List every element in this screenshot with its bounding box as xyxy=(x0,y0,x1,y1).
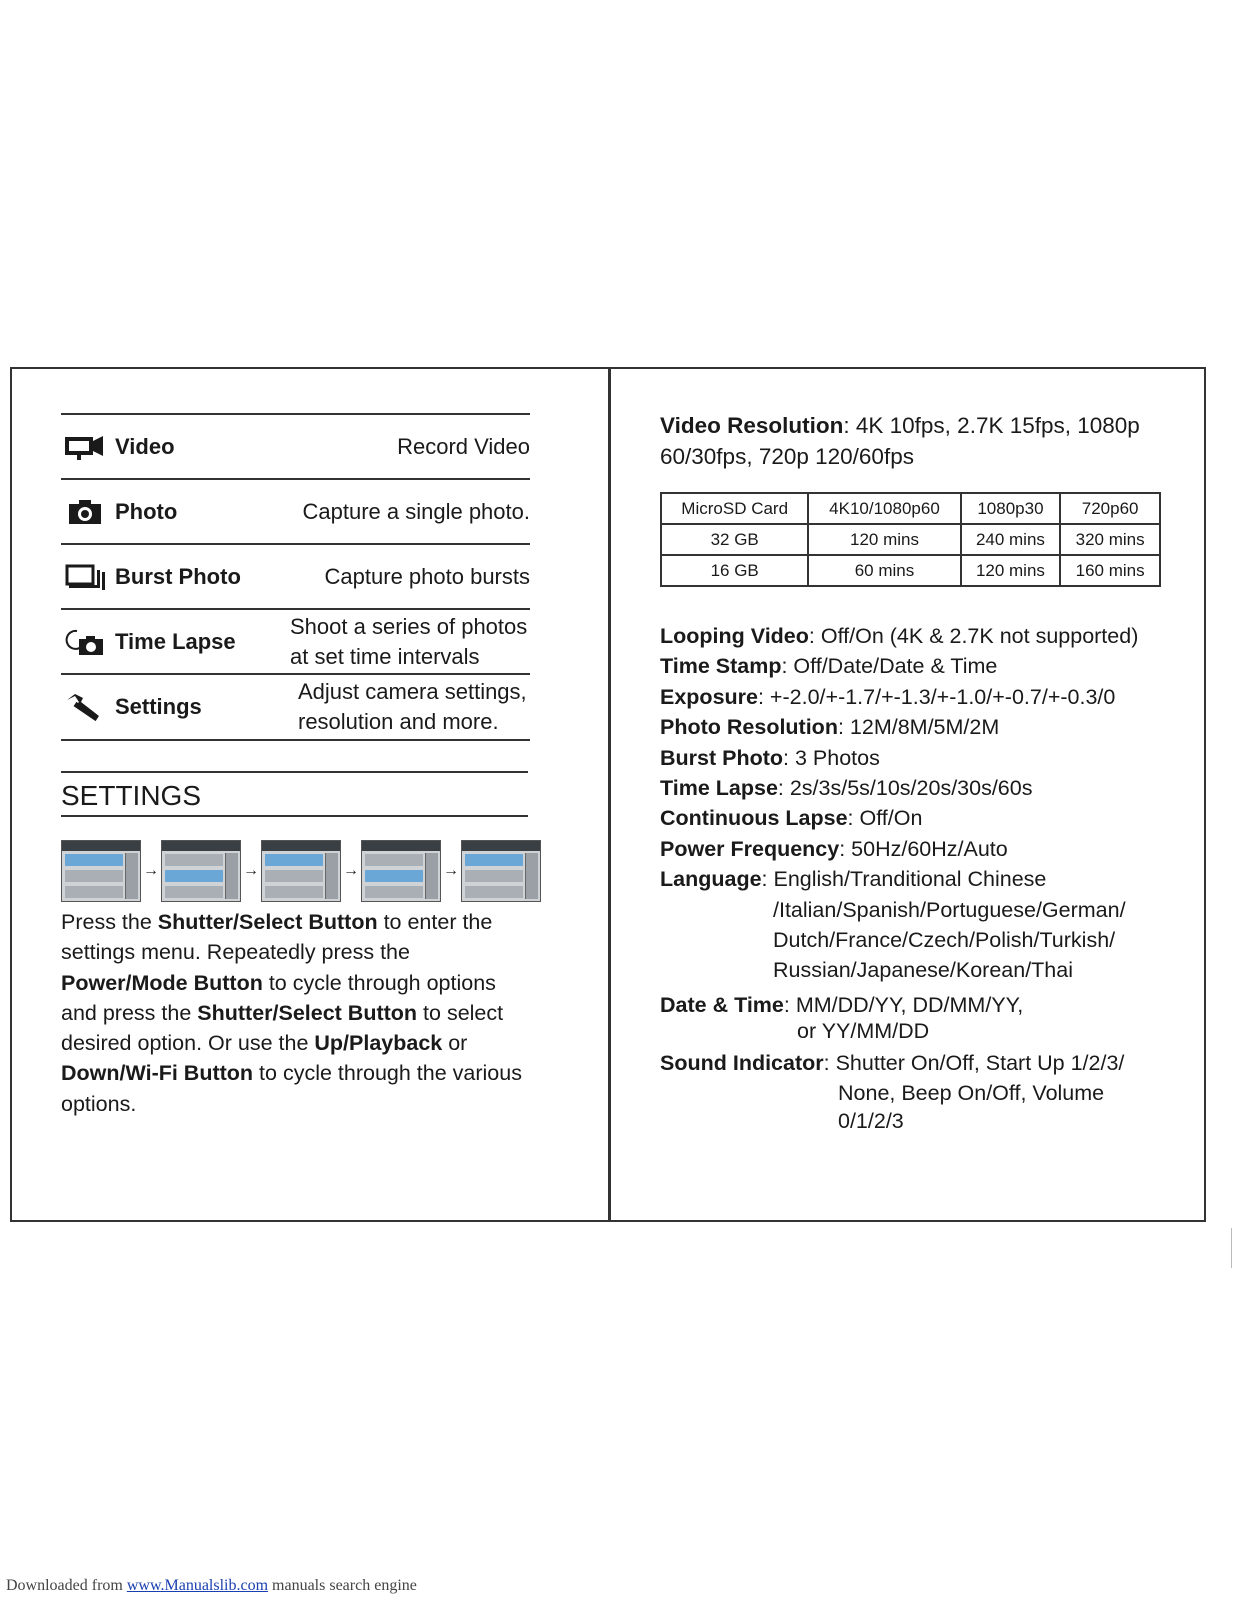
mode-label: Video xyxy=(115,433,175,459)
mode-name xyxy=(61,432,175,462)
spec-language xyxy=(660,864,1180,894)
button-name: Up/Playback xyxy=(314,1031,443,1056)
spec-value: 60/30fps, 720p 120/60fps xyxy=(660,444,914,469)
spec-sound-indicator xyxy=(660,1048,1180,1078)
spec-label: Date & Time xyxy=(660,992,784,1017)
spec-time-lapse xyxy=(660,773,1180,803)
spec-value: : 3 Photos xyxy=(783,745,880,770)
spec-label: Video Resolution xyxy=(660,413,844,438)
text: to cycle through options and press the xyxy=(61,970,496,1025)
mode-name xyxy=(61,627,236,657)
mode-label: Time Lapse xyxy=(115,628,236,654)
mode-name xyxy=(61,497,177,527)
mode-description: Capture photo bursts xyxy=(324,563,530,589)
footer-text: Downloaded from xyxy=(6,1577,127,1594)
download-footer xyxy=(6,1577,417,1595)
mode-name xyxy=(61,562,241,592)
spec-value: : 4K 10fps, 2.7K 15fps, 1080p xyxy=(843,413,1140,438)
scan-edge-mark xyxy=(1231,1228,1232,1268)
spec-label: Power Frequency xyxy=(660,836,840,861)
spec-label: Continuous Lapse xyxy=(660,806,848,831)
text: to select desired option. Or use the xyxy=(61,1000,504,1056)
spec-value: : Off/On xyxy=(847,806,923,831)
settings-instructions xyxy=(61,907,531,1119)
spec-looping-video xyxy=(660,621,1180,651)
arrow-right-icon: → xyxy=(343,862,359,879)
spec-language-cont: Russian/Japanese/Korean/Thai xyxy=(773,958,1073,983)
settings-screen-thumbnail xyxy=(61,840,141,902)
spec-value: : English/Tranditional Chinese xyxy=(761,867,1047,892)
spec-sound-cont: 0/1/2/3 xyxy=(838,1108,904,1133)
table-header-cell: 1080p30 xyxy=(961,493,1061,524)
mode-label: Burst Photo xyxy=(115,563,241,589)
spec-label: Exposure xyxy=(660,684,758,709)
mode-name xyxy=(61,692,202,722)
spec-power-frequency xyxy=(660,834,1180,864)
text: to cycle through the various options. xyxy=(61,1061,522,1116)
video-resolution xyxy=(660,410,1160,472)
spec-date-time-cont: or YY/MM/DD xyxy=(797,1019,930,1044)
spec-date-time xyxy=(660,990,1180,1020)
page-divider xyxy=(608,367,611,1222)
text: or xyxy=(442,1031,468,1056)
burst-photo-icon xyxy=(61,562,107,592)
table-cell: 120 mins xyxy=(961,555,1061,586)
button-name: Power/Mode Button xyxy=(61,970,263,995)
spec-value: : Off/Date/Date & Time xyxy=(781,654,998,679)
settings-heading: SETTINGS xyxy=(61,771,528,817)
spec-label: Sound Indicator xyxy=(660,1051,824,1076)
spec-label: Burst Photo xyxy=(660,745,784,770)
spec-label: Time Stamp xyxy=(660,654,782,679)
mode-label: Settings xyxy=(115,694,202,719)
mode-row-time-lapse xyxy=(61,608,530,673)
spec-label: Time Lapse xyxy=(660,776,778,801)
settings-screen-thumbnail xyxy=(161,840,241,902)
mode-row-video xyxy=(61,413,530,478)
spec-language-cont: Dutch/France/Czech/Polish/Turkish/ xyxy=(773,928,1116,953)
spec-sound-cont: None, Beep On/Off, Volume xyxy=(838,1080,1105,1105)
spec-language-cont: /Italian/Spanish/Portuguese/German/ xyxy=(773,897,1126,922)
table-header-cell: 720p60 xyxy=(1060,493,1160,524)
arrow-right-icon: → xyxy=(143,862,159,879)
mode-list xyxy=(61,413,530,741)
manualslib-link[interactable]: www.Manualslib.com xyxy=(126,1577,269,1594)
spec-label: Language xyxy=(660,867,762,892)
settings-screen-thumbnail xyxy=(261,840,341,902)
mode-row-settings xyxy=(61,673,530,741)
settings-screen-thumbnail xyxy=(461,840,541,902)
spec-photo-resolution xyxy=(660,712,1180,742)
time-lapse-icon xyxy=(61,627,107,657)
text: to enter the settings menu. Repeatedly press the xyxy=(61,910,493,965)
table-cell: 240 mins xyxy=(961,524,1061,555)
table-cell: 320 mins xyxy=(1060,524,1160,555)
mode-description-line: at set time intervals xyxy=(290,643,480,669)
spec-value: : Shutter On/Off, Start Up 1/2/3/ xyxy=(823,1051,1125,1076)
button-name: Down/Wi-Fi Button xyxy=(61,1061,254,1086)
table-header-cell: 4K10/1080p60 xyxy=(808,493,960,524)
mode-description: Capture a single photo. xyxy=(302,498,530,524)
table-header-row xyxy=(661,493,1160,524)
mode-row-burst xyxy=(61,543,530,608)
table-row xyxy=(661,555,1160,586)
mode-description xyxy=(298,677,530,737)
footer-text: manuals search engine xyxy=(268,1577,417,1594)
spec-label: Photo Resolution xyxy=(660,715,838,740)
spec-value: : +-2.0/+-1.7/+-1.3/+-1.0/+-0.7/+-0.3/0 xyxy=(757,684,1116,709)
mode-description xyxy=(290,612,530,672)
mode-label: Photo xyxy=(115,498,178,524)
mode-description-line: resolution and more. xyxy=(298,709,499,734)
table-header-cell: MicroSD Card xyxy=(661,493,808,524)
spec-time-stamp xyxy=(660,651,1180,681)
wrench-icon xyxy=(61,692,107,722)
table-cell: 60 mins xyxy=(808,555,960,586)
arrow-right-icon: → xyxy=(243,862,259,879)
mode-description-line: Shoot a series of photos xyxy=(290,613,528,639)
camera-icon xyxy=(61,497,107,527)
spec-value: : 50Hz/60Hz/Auto xyxy=(839,836,1008,861)
video-camera-icon xyxy=(61,432,107,462)
settings-screens-sequence xyxy=(61,840,541,902)
spec-value: : Off/On (4K & 2.7K not supported) xyxy=(808,624,1139,648)
mode-row-photo xyxy=(61,478,530,543)
spec-continuous-lapse xyxy=(660,803,1180,833)
recording-capacity-table xyxy=(660,492,1161,587)
table-cell: 120 mins xyxy=(808,524,960,555)
mode-description-line: Adjust camera settings, xyxy=(298,679,527,704)
spec-burst-photo xyxy=(660,743,1180,773)
mode-description: Record Video xyxy=(397,433,530,459)
spec-value: : MM/DD/YY, DD/MM/YY, xyxy=(783,992,1024,1017)
arrow-right-icon: → xyxy=(443,862,459,879)
spec-value: : 12M/8M/5M/2M xyxy=(837,715,1000,740)
text: Press the xyxy=(61,910,158,934)
table-cell: 16 GB xyxy=(661,555,808,586)
table-cell: 32 GB xyxy=(661,524,808,555)
table-cell: 160 mins xyxy=(1060,555,1160,586)
button-name: Shutter/Select Button xyxy=(157,910,378,934)
spec-exposure xyxy=(660,682,1180,712)
spec-value: : 2s/3s/5s/10s/20s/30s/60s xyxy=(777,776,1033,801)
button-name: Shutter/Select Button xyxy=(197,1000,418,1025)
spec-label: Looping Video xyxy=(660,624,809,648)
table-row xyxy=(661,524,1160,555)
settings-screen-thumbnail xyxy=(361,840,441,902)
settings-spec-list xyxy=(660,621,1180,1135)
